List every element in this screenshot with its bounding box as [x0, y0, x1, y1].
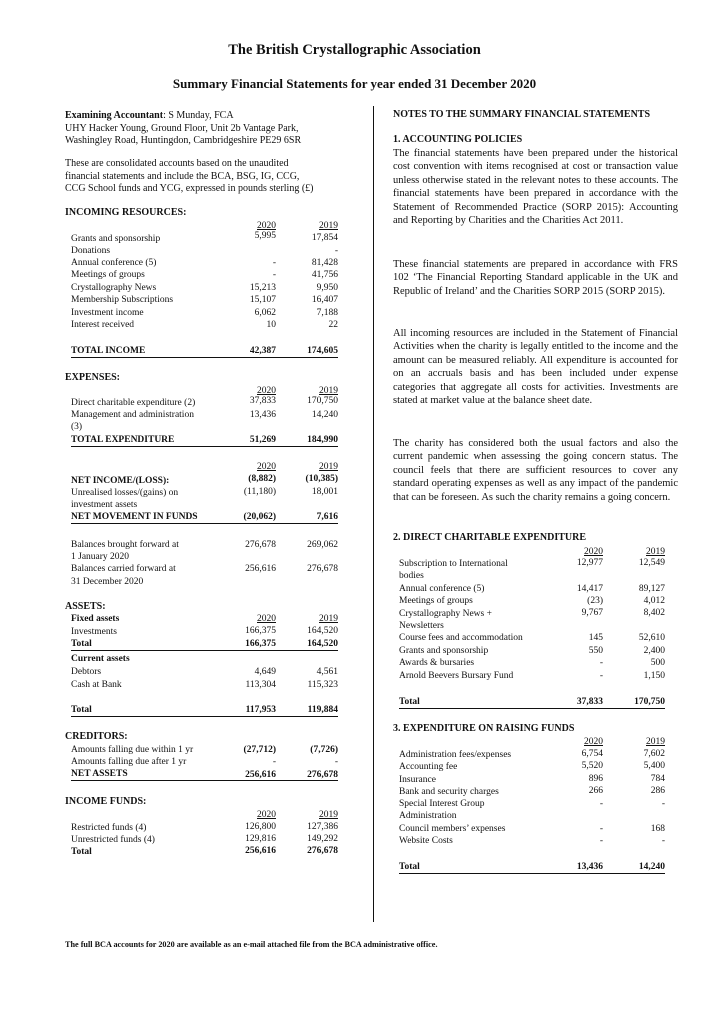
income-row-2020: 15,213 [249, 283, 276, 293]
accountant-address-2: Washingley Road, Huntingdon, Cambridgeshire PE29 6SR [65, 135, 302, 146]
balances-bf-2019: 269,062 [307, 540, 338, 550]
cash-label: Cash at Bank [71, 680, 122, 690]
total-expenditure-rule [71, 446, 338, 447]
raising-row-2019: 5,400 [643, 761, 665, 771]
raising-row-2020: - [599, 824, 603, 834]
raising-row-label: Insurance [399, 775, 436, 785]
direct-row-label: Subscription to International [399, 559, 508, 569]
unrestricted-2020: 129,816 [245, 834, 276, 844]
org-title: The British Crystallographic Association [228, 42, 481, 58]
direct-row-2020: - [599, 671, 603, 681]
fixed-assets-label: Fixed assets [71, 614, 120, 624]
notes-heading: NOTES TO THE SUMMARY FINANCIAL STATEMENTS [393, 109, 651, 120]
balances-bf-label-cont: 1 January 2020 [71, 552, 130, 562]
direct-total-rule [399, 708, 665, 709]
fixed-total-2019: 164,520 [307, 639, 338, 649]
income-row-2020: 10 [266, 320, 276, 330]
year-2020-header: 2020 [257, 462, 276, 472]
expense-row-label: Direct charitable expenditure (2) [71, 398, 196, 408]
within-year-2019: (7,726) [310, 745, 338, 755]
income-row-label: Interest received [71, 320, 135, 330]
raising-row-2020: - [599, 799, 603, 809]
direct-row-label: Course fees and accommodation [399, 633, 523, 643]
debtors-label: Debtors [71, 667, 102, 677]
unrealised-label-cont: investment assets [71, 500, 138, 510]
expense-row-2019: 170,750 [307, 396, 338, 406]
raising-row-2019: 168 [650, 824, 665, 834]
direct-total-label: Total [399, 697, 420, 707]
direct-row-label-cont: bodies [399, 571, 424, 581]
year-2019-header: 2019 [319, 221, 338, 231]
raising-row-2020: 6,754 [581, 749, 603, 759]
incoming-heading: INCOMING RESOURCES: [65, 207, 187, 218]
income-row-label: Membership Subscriptions [71, 295, 174, 305]
income-row-2020: - [272, 270, 276, 280]
raising-total-2019: 14,240 [638, 862, 665, 872]
total-income-label: TOTAL INCOME [71, 346, 146, 356]
policies-paragraph-3: All incoming resources are included in the Statement of Financial Activities when the charity is legally entitled to the income and the amount can be measured reliably. All expenditure is accounted for on an accruals basis and has been included under expense categories that aggregate all costs for activities. Investments are stated at market value at the balance sheet date. [393, 328, 678, 407]
year-2020-header: 2020 [257, 810, 276, 820]
direct-row-2020: 9,767 [581, 608, 603, 618]
year-2019-header: 2019 [646, 737, 665, 747]
income-row-2020: 6,062 [254, 308, 276, 318]
raising-row-label: Administration fees/expenses [399, 750, 512, 760]
total-income-2020: 42,387 [249, 346, 276, 356]
year-2019-header: 2019 [319, 462, 338, 472]
raising-heading: 3. EXPENDITURE ON RAISING FUNDS [393, 723, 575, 734]
within-year-label: Amounts falling due within 1 yr [71, 745, 194, 755]
direct-row-2020: (23) [587, 596, 603, 606]
income-row-label: Grants and sponsorship [71, 234, 161, 244]
direct-row-2019: 8,402 [643, 608, 665, 618]
after-year-2019: - [334, 757, 338, 767]
unrestricted-2019: 149,292 [307, 834, 338, 844]
fixed-total-2020: 166,375 [245, 639, 276, 649]
income-row-2019: 17,854 [311, 233, 338, 243]
net-movement-label: NET MOVEMENT IN FUNDS [71, 512, 198, 522]
income-row-2019: 22 [328, 320, 338, 330]
expense-row-label-cont: (3) [71, 422, 83, 432]
raising-row-2020: 266 [588, 786, 603, 796]
raising-row-label: Council members’ expenses [399, 824, 506, 834]
income-row-2019: 9,950 [316, 283, 338, 293]
direct-row-2019: 2,400 [643, 646, 665, 656]
assets-total-rule [71, 716, 338, 717]
net-income-2020: (8,882) [248, 474, 276, 484]
total-expenditure-2019: 184,990 [307, 435, 338, 445]
income-row-2019: 16,407 [311, 295, 338, 305]
net-movement-2020: (20,062) [243, 512, 276, 522]
unrestricted-label: Unrestricted funds (4) [71, 835, 155, 845]
direct-heading: 2. DIRECT CHARITABLE EXPENDITURE [393, 532, 586, 543]
net-assets-2020: 256,616 [245, 770, 276, 780]
direct-row-2019: 12,549 [638, 558, 665, 568]
current-assets-label: Current assets [71, 654, 130, 664]
total-expenditure-label: TOTAL EXPENDITURE [71, 435, 175, 445]
accountant-label: Examining Accountant [65, 110, 164, 121]
direct-row-label: Crystallography News + [399, 609, 492, 619]
accountant-name: : S Munday, FCA [163, 110, 234, 121]
balances-cf-label: Balances carried forward at [71, 564, 176, 574]
investments-label: Investments [71, 627, 117, 637]
raising-row-label: Website Costs [399, 836, 453, 846]
direct-row-2020: - [599, 658, 603, 668]
assets-total-2019: 119,884 [307, 705, 338, 715]
direct-row-label: Awards & bursaries [399, 658, 475, 668]
year-2020-header: 2020 [584, 547, 603, 557]
expense-row-label: Management and administration [71, 410, 194, 420]
raising-total-rule [399, 873, 665, 874]
page-title: Summary Financial Statements for year ended 31 December 2020 [172, 76, 537, 91]
fixed-total-rule [71, 650, 338, 651]
income-row-2019: - [334, 246, 338, 256]
creditors-heading: CREDITORS: [65, 731, 128, 742]
assets-total-2020: 117,953 [245, 705, 276, 715]
total-income-rule [71, 357, 338, 358]
net-movement-rule [71, 523, 338, 524]
fixed-total-label: Total [71, 639, 92, 649]
income-row-2019: 41,756 [311, 270, 338, 280]
investments-2019: 164,520 [307, 626, 338, 636]
intro-text [65, 158, 314, 196]
raising-row-2019: 7,602 [643, 749, 665, 759]
assets-heading: ASSETS: [65, 601, 106, 612]
unrealised-2020: (11,180) [243, 487, 276, 497]
funds-total-2019: 276,678 [307, 846, 338, 856]
total-expenditure-2020: 51,269 [249, 435, 276, 445]
direct-row-label: Grants and sponsorship [399, 646, 489, 656]
year-2019-header: 2019 [319, 614, 338, 624]
net-assets-2019: 276,678 [307, 770, 338, 780]
income-row-2020: 15,107 [249, 295, 276, 305]
raising-row-2020: 5,520 [581, 761, 603, 771]
direct-total-2019: 170,750 [634, 697, 665, 707]
raising-row-2019: 286 [650, 786, 665, 796]
policies-paragraph-2: These financial statements are prepared in accordance with FRS 102 ‘The Financial Reporting Standard applicable in the UK and Republic of Ireland’ and the Charities SORP 2015 (SORP 2015). [393, 259, 678, 297]
raising-total-2020: 13,436 [576, 862, 603, 872]
raising-row-label: Accounting fee [399, 762, 458, 772]
policies-heading: 1. ACCOUNTING POLICIES [393, 134, 523, 145]
within-year-2020: (27,712) [243, 745, 276, 755]
year-2020-header: 2020 [257, 386, 276, 396]
cash-2019: 115,323 [307, 680, 338, 690]
restricted-2019: 127,386 [307, 822, 338, 832]
expense-row-2020: 37,833 [249, 396, 276, 406]
restricted-2020: 126,800 [245, 822, 276, 832]
year-2019-header: 2019 [319, 386, 338, 396]
intro-line: CCG School funds and YCG, expressed in pounds sterling (£) [65, 183, 314, 194]
funds-total-label: Total [71, 847, 92, 857]
raising-row-2020: - [599, 836, 603, 846]
income-row-2019: 7,188 [316, 308, 338, 318]
raising-row-label-cont: Administration [399, 811, 457, 821]
year-2019-header: 2019 [646, 547, 665, 557]
raising-row-label: Special Interest Group [399, 799, 485, 809]
year-2020-header: 2020 [257, 221, 276, 231]
raising-row-2020: 896 [588, 774, 603, 784]
policies-paragraph-4: The charity has considered both the usual factors and also the current pandemic when assessing the going concern status. The council feels that there are sufficient resources to cover any standard operating expenses as well as any impact of the pandemic that can be foreseen. As such the charity remains a going concern. [393, 438, 678, 503]
balances-bf-2020: 276,678 [245, 540, 276, 550]
raising-row-label: Bank and security charges [399, 787, 499, 797]
year-2020-header: 2020 [584, 737, 603, 747]
debtors-2020: 4,649 [254, 667, 276, 677]
after-year-label: Amounts falling due after 1 yr [71, 757, 187, 767]
accountant-address-1: UHY Hacker Young, Ground Floor, Unit 2b Vantage Park, [65, 122, 299, 134]
direct-row-2020: 12,977 [576, 558, 603, 568]
policies-paragraph-1: The financial statements have been prepared under the historical cost convention with items recognised at cost or transaction value unless otherwise stated in the relevant notes to these accounts. The financial statements have been prepared in accordance with the Statement of Recommended Practice (SORP 2015): Accounting and Reporting by Charities and the Charities Act 2011. [393, 148, 678, 227]
raising-total-label: Total [399, 862, 420, 872]
direct-row-label: Meetings of groups [399, 596, 473, 606]
accountant-block [65, 110, 301, 148]
debtors-2019: 4,561 [316, 667, 338, 677]
unrealised-2019: 18,001 [311, 487, 338, 497]
balances-bf-label: Balances brought forward at [71, 540, 179, 550]
expenses-heading: EXPENSES: [65, 372, 121, 383]
income-row-label: Meetings of groups [71, 270, 145, 280]
unrealised-label: Unrealised losses/(gains) on [71, 488, 179, 498]
investments-2020: 166,375 [245, 626, 276, 636]
expense-row-2020: 13,436 [249, 410, 276, 420]
net-assets-rule [71, 780, 338, 781]
intro-line: financial statements and include the BCA, BSG, IG, CCG, [65, 170, 300, 182]
assets-total-label: Total [71, 705, 92, 715]
net-income-2019: (10,385) [305, 474, 338, 484]
year-2019-header: 2019 [319, 810, 338, 820]
income-row-2019: 81,428 [311, 258, 338, 268]
balances-cf-2019: 276,678 [307, 564, 338, 574]
raising-row-2019: 784 [650, 774, 665, 784]
footer-note: The full BCA accounts for 2020 are available as an e-mail attached file from the BCA administrative office. [65, 940, 438, 949]
direct-row-2019: 4,012 [643, 596, 665, 606]
net-income-label: NET INCOME/(LOSS): [71, 476, 170, 486]
funds-heading: INCOME FUNDS: [65, 796, 147, 807]
intro-line: These are consolidated accounts based on the unaudited [65, 158, 289, 169]
net-assets-label: NET ASSETS [71, 769, 128, 779]
direct-row-label: Arnold Beevers Bursary Fund [399, 671, 514, 681]
restricted-label: Restricted funds (4) [71, 823, 147, 833]
income-row-label: Annual conference (5) [71, 258, 157, 268]
funds-total-2020: 256,616 [245, 846, 276, 856]
direct-row-2019: 500 [650, 658, 665, 668]
year-2020-header: 2020 [257, 614, 276, 624]
direct-row-label: Annual conference (5) [399, 584, 485, 594]
total-income-2019: 174,605 [307, 346, 338, 356]
net-movement-2019: 7,616 [316, 512, 338, 522]
raising-row-2019: - [661, 836, 665, 846]
column-divider [373, 106, 374, 922]
direct-row-2020: 145 [588, 633, 603, 643]
direct-row-2019: 1,150 [643, 671, 665, 681]
direct-total-2020: 37,833 [576, 697, 603, 707]
balances-cf-2020: 256,616 [245, 564, 276, 574]
after-year-2020: - [272, 757, 276, 767]
cash-2020: 113,304 [245, 680, 276, 690]
direct-row-2019: 89,127 [638, 584, 665, 594]
expense-row-2019: 14,240 [311, 410, 338, 420]
balances-cf-label-cont: 31 December 2020 [71, 577, 144, 587]
income-row-2020: - [272, 258, 276, 268]
income-row-label: Crystallography News [71, 283, 157, 293]
direct-row-2020: 550 [588, 646, 603, 656]
income-row-label: Investment income [71, 308, 144, 318]
income-row-2020: 5,995 [254, 231, 276, 241]
direct-row-2019: 52,610 [638, 633, 665, 643]
income-row-label: Donations [71, 246, 111, 256]
direct-row-label-cont: Newsletters [399, 621, 444, 631]
raising-row-2019: - [661, 799, 665, 809]
direct-row-2020: 14,417 [576, 584, 603, 594]
